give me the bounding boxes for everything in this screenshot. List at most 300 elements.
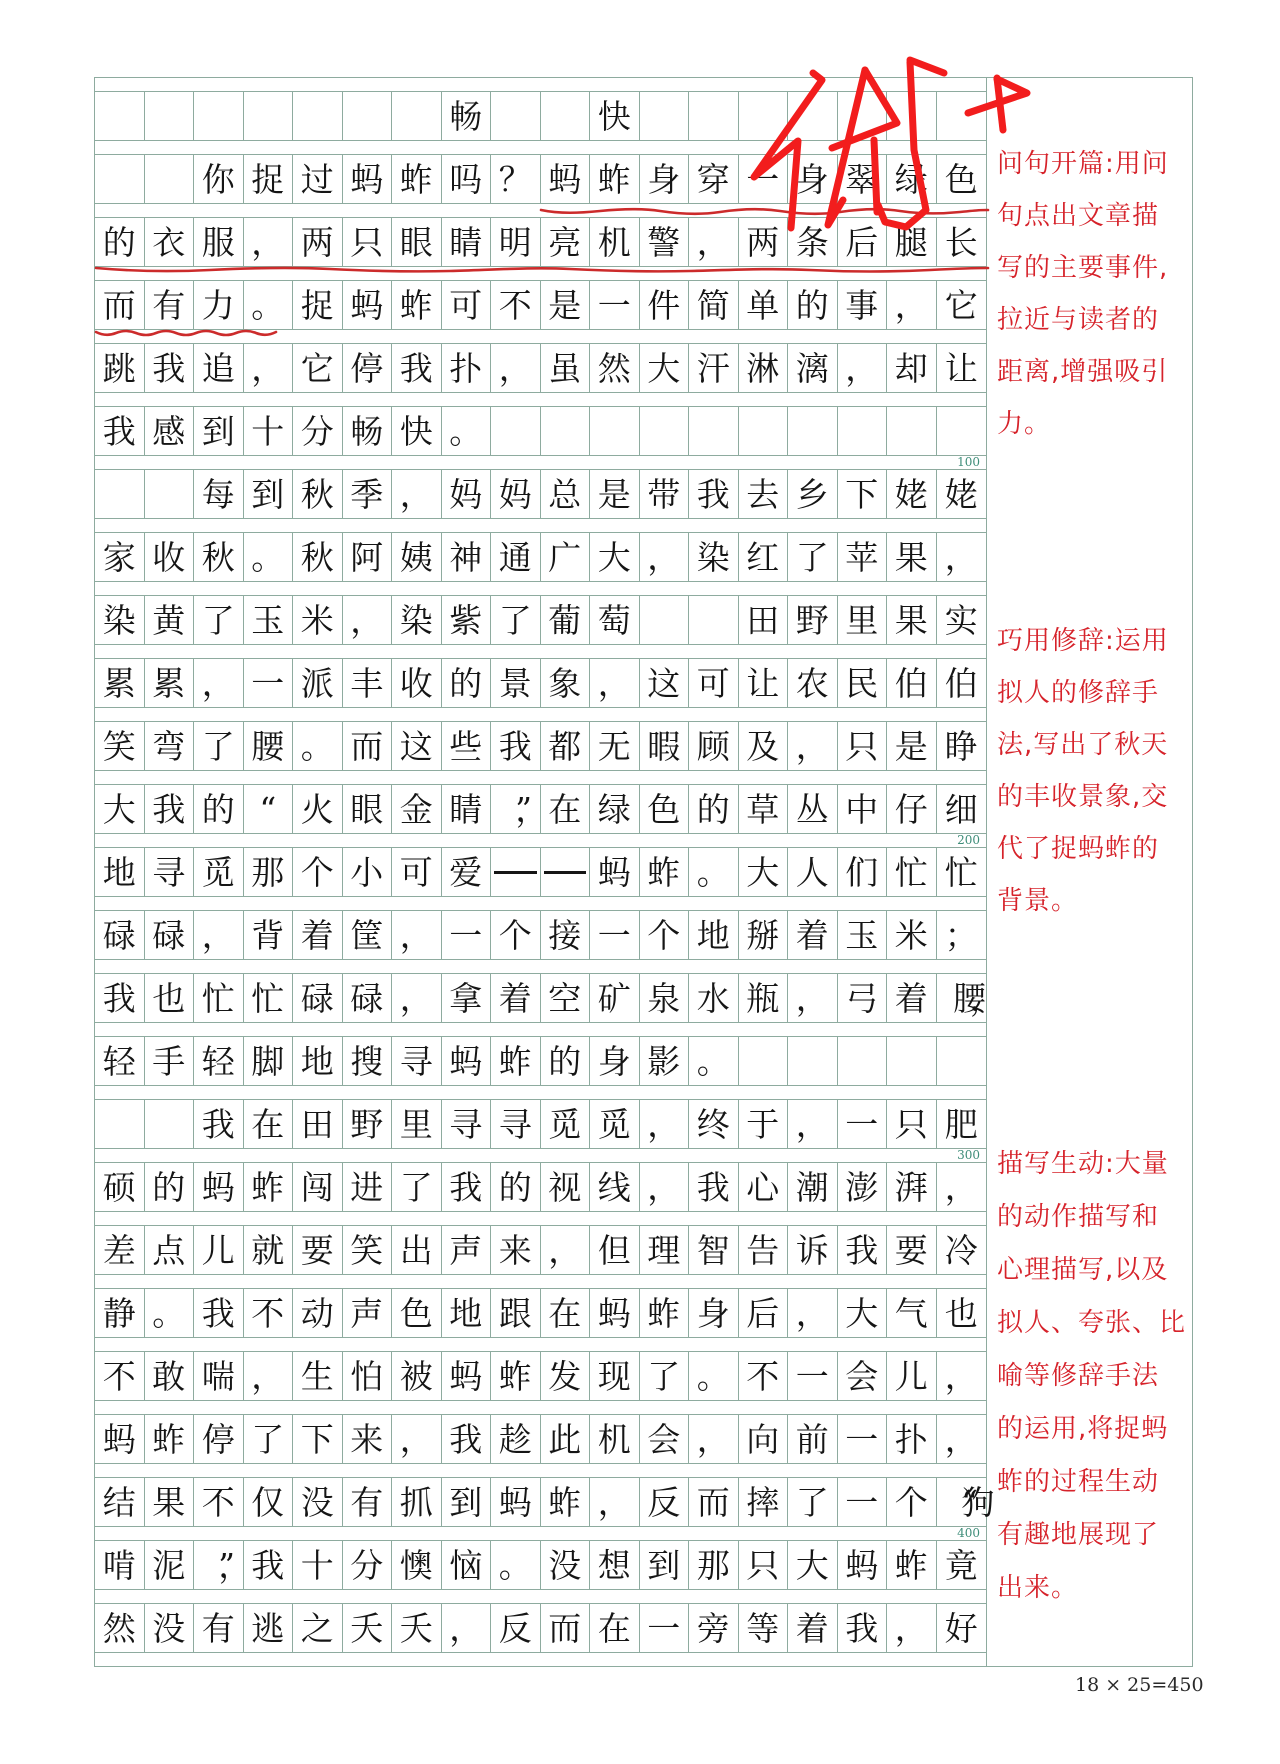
character-cell: 一 (788, 1352, 838, 1400)
character-cell: 感 (145, 407, 195, 455)
character-cell: 是 (887, 722, 937, 770)
character-cell: ， (944, 1167, 978, 1207)
empty-cell (689, 596, 739, 644)
character-cell: 它 (293, 344, 343, 392)
character-cell: 扑 (442, 344, 492, 392)
annotation-line: 有趣地展现了 (997, 1520, 1160, 1550)
character-cell: 我 (838, 1604, 888, 1652)
annotation-rhetoric (997, 615, 1169, 927)
empty-cell (788, 92, 838, 140)
character-cell: 有 (343, 1478, 393, 1526)
text-row (95, 658, 986, 708)
character-cell: 黄 (145, 596, 195, 644)
character-cell: 蚱 (541, 1478, 591, 1526)
character-cell: 。 (689, 1352, 739, 1400)
character-cell: 在 (590, 1604, 640, 1652)
character-cell: 轻 (194, 1037, 244, 1085)
character-cell: 蚂 (838, 1541, 888, 1589)
character-cell: 我 (838, 1226, 888, 1274)
character-cell: 此 (541, 1415, 591, 1463)
character-cell: 景 (491, 659, 541, 707)
character-cell: 果 (887, 596, 937, 644)
text-row (95, 469, 986, 519)
row-gap (95, 645, 986, 658)
character-cell: 然 (95, 1604, 145, 1652)
character-cell: 腿 (887, 218, 937, 266)
character-cell: 了 (640, 1352, 690, 1400)
character-cell: 蚂 (590, 1289, 640, 1337)
character-cell: 夭 (392, 1604, 442, 1652)
character-cell: 。 (145, 1289, 195, 1337)
annotation-line: 拟人、夸张、比 (997, 1308, 1187, 1338)
character-cell: 于 (739, 1100, 789, 1148)
character-cell: 弓 (838, 974, 888, 1022)
row-gap (95, 78, 986, 91)
text-row (95, 595, 986, 645)
character-cell: ， (442, 1604, 492, 1652)
character-cell: 我 (392, 344, 442, 392)
character-cell: 眼 (392, 218, 442, 266)
annotation-line: 法,写出了秋天 (997, 730, 1169, 760)
character-cell: 而 (541, 1604, 591, 1652)
character-cell: 闯 (293, 1163, 343, 1211)
empty-cell (95, 92, 145, 140)
word-count-marker: 300 (957, 1148, 980, 1162)
character-cell: 每 (194, 470, 244, 518)
character-cell: 秋 (194, 533, 244, 581)
character-cell: 没 (541, 1541, 591, 1589)
character-cell: 那 (244, 848, 294, 896)
character-cell: 现 (590, 1352, 640, 1400)
character-cell (491, 848, 541, 896)
character-cell: 等 (739, 1604, 789, 1652)
character-cell: 来 (491, 1226, 541, 1274)
character-cell: 件 (640, 281, 690, 329)
character-cell: 伯 (944, 663, 978, 703)
character-cell: 的 (541, 1037, 591, 1085)
character-cell: 通 (491, 533, 541, 581)
character-cell: 被 (392, 1352, 442, 1400)
character-cell: 有 (194, 1604, 244, 1652)
character-cell: 潮 (788, 1163, 838, 1211)
character-cell: 着 (491, 974, 541, 1022)
character-cell: 一 (838, 1478, 888, 1526)
character-cell: 睁 (944, 726, 978, 766)
row-gap (95, 393, 986, 406)
character-cell: 。 (293, 722, 343, 770)
empty-cell (788, 407, 838, 455)
annotation-line: 拉近与读者的 (997, 305, 1160, 335)
empty-cell (145, 1100, 195, 1148)
character-cell: 民 (838, 659, 888, 707)
character-cell: 里 (838, 596, 888, 644)
character-cell: 下 (838, 470, 888, 518)
character-cell: 带 (640, 470, 690, 518)
character-cell: 这 (640, 659, 690, 707)
character-cell: 大 (95, 785, 145, 833)
character-cell: 。 (491, 1541, 541, 1589)
character-cell: 了 (194, 722, 244, 770)
character-cell: ， (640, 1163, 690, 1211)
character-cell: 力 (194, 281, 244, 329)
character-cell: 它 (944, 285, 978, 325)
character-cell: 睛 (442, 218, 492, 266)
character-cell: 着 (788, 1604, 838, 1652)
character-cell: 身 (788, 155, 838, 203)
character-cell: 到 (640, 1541, 690, 1589)
character-cell: 湃 (887, 1163, 937, 1211)
character-cell: 寻 (392, 1037, 442, 1085)
row-gap (95, 1338, 986, 1351)
character-cell: 神 (442, 533, 492, 581)
row-gap (95, 582, 986, 595)
character-cell: 家 (95, 533, 145, 581)
character-cell: 绿 (590, 785, 640, 833)
character-cell: 的 (194, 785, 244, 833)
character-cell: 这 (392, 722, 442, 770)
character-cell: 动 (293, 1289, 343, 1337)
character-cell: 你 (194, 155, 244, 203)
character-cell: 也 (944, 1293, 978, 1333)
character-cell: 蚱 (887, 1541, 937, 1589)
annotation-line: 距离,增强吸引 (997, 357, 1169, 387)
empty-cell (541, 92, 591, 140)
character-cell: 向 (739, 1415, 789, 1463)
text-row (95, 280, 986, 330)
character-cell: 筐 (343, 911, 393, 959)
character-cell: 长 (944, 222, 978, 262)
annotation-line: 心理描写,以及 (997, 1255, 1169, 1285)
character-cell: 恼 (442, 1541, 492, 1589)
character-cell: 停 (194, 1415, 244, 1463)
character-cell: “狗 (961, 1482, 978, 1522)
character-cell: 竟 (944, 1545, 978, 1585)
character-cell: 不 (244, 1289, 294, 1337)
character-cell: 广 (541, 533, 591, 581)
row-gap (95, 771, 986, 784)
character-cell: 我 (689, 1163, 739, 1211)
text-row (95, 784, 986, 834)
character-cell: ， (244, 344, 294, 392)
character-cell: 葡 (541, 596, 591, 644)
character-cell: 野 (788, 596, 838, 644)
character-cell: 我 (95, 407, 145, 455)
character-cell: 腰， (953, 978, 986, 1018)
empty-cell (838, 92, 888, 140)
character-cell: 。 (244, 281, 294, 329)
character-cell: 们 (838, 848, 888, 896)
character-cell: ， (944, 537, 978, 577)
character-cell: 些 (442, 722, 492, 770)
character-cell: 蚱 (392, 155, 442, 203)
empty-cell (937, 407, 987, 455)
character-cell: 个 (640, 911, 690, 959)
character-cell: 玉 (244, 596, 294, 644)
annotation-line: 出来。 (997, 1573, 1079, 1603)
character-cell: 畅 (442, 92, 492, 140)
character-cell: 只 (343, 218, 393, 266)
character-cell: 冷 (944, 1230, 978, 1270)
character-cell: 忙 (244, 974, 294, 1022)
row-gap (95, 1023, 986, 1036)
character-cell: 一 (590, 281, 640, 329)
character-cell: 那 (689, 1541, 739, 1589)
empty-cell (491, 92, 541, 140)
character-cell: 啃 (95, 1541, 145, 1589)
character-cell: 累 (145, 659, 195, 707)
character-cell: 伯 (887, 659, 937, 707)
annotation-line: 问句开篇:用问 (997, 149, 1169, 179)
row-gap (95, 1527, 986, 1540)
row-gap (95, 1401, 986, 1414)
character-cell: 喘 (194, 1352, 244, 1400)
character-cell: 忙 (887, 848, 937, 896)
character-cell: 的 (442, 659, 492, 707)
character-cell: 了 (194, 596, 244, 644)
character-cell: 蚱 (491, 1352, 541, 1400)
character-cell: 派 (293, 659, 343, 707)
character-cell: 果 (887, 533, 937, 581)
character-cell: 着 (293, 911, 343, 959)
character-cell: 染 (392, 596, 442, 644)
grid-size-label: 18 × 25=450 (1075, 1674, 1204, 1696)
character-cell: ， (392, 1415, 442, 1463)
character-cell: 及 (739, 722, 789, 770)
character-cell: 懊 (392, 1541, 442, 1589)
character-cell: 苹 (838, 533, 888, 581)
empty-cell (788, 1037, 838, 1085)
character-cell: ， (392, 911, 442, 959)
character-cell: 觅 (541, 1100, 591, 1148)
character-cell: 只 (739, 1541, 789, 1589)
character-cell: 仔 (887, 785, 937, 833)
character-cell: 影 (640, 1037, 690, 1085)
character-cell: 。 (689, 848, 739, 896)
character-cell: 田 (739, 596, 789, 644)
character-cell: 火 (293, 785, 343, 833)
character-cell: 阿 (343, 533, 393, 581)
text-row (95, 1225, 986, 1275)
character-cell: 了 (244, 1415, 294, 1463)
row-gap (95, 834, 986, 847)
empty-cell (739, 407, 789, 455)
character-cell: 我 (194, 1289, 244, 1337)
character-cell: 蚱 (590, 155, 640, 203)
character-cell: ， (689, 1415, 739, 1463)
character-cell: 手 (145, 1037, 195, 1085)
character-cell: 无 (590, 722, 640, 770)
character-cell: 秋 (293, 533, 343, 581)
character-cell: ， (944, 1419, 978, 1459)
empty-cell (95, 470, 145, 518)
character-cell: 分 (343, 1541, 393, 1589)
character-cell: 农 (788, 659, 838, 707)
character-cell: 畅 (343, 407, 393, 455)
character-cell: 好 (944, 1608, 978, 1648)
character-cell: 条 (788, 218, 838, 266)
character-cell: 后 (838, 218, 888, 266)
empty-cell (937, 92, 987, 140)
character-cell: 不 (491, 281, 541, 329)
empty-cell (343, 92, 393, 140)
character-cell: 个 (293, 848, 343, 896)
empty-cell (689, 92, 739, 140)
character-cell: ， (788, 974, 838, 1022)
character-cell: 碌 (95, 911, 145, 959)
character-cell: 脚 (244, 1037, 294, 1085)
character-cell: 反 (640, 1478, 690, 1526)
character-cell: 我 (145, 785, 195, 833)
character-cell: 我 (491, 722, 541, 770)
row-gap (95, 897, 986, 910)
character-cell: 吗 (442, 155, 492, 203)
character-cell: 的 (788, 281, 838, 329)
character-cell: 腰 (244, 722, 294, 770)
character-cell: 拿 (442, 974, 492, 1022)
character-cell: 瓶 (739, 974, 789, 1022)
character-cell: 却 (887, 344, 937, 392)
character-cell: 也 (145, 974, 195, 1022)
character-cell: 地 (689, 911, 739, 959)
row-gap (95, 1464, 986, 1477)
character-cell: ， (392, 974, 442, 1022)
row-gap (95, 1275, 986, 1288)
character-cell: 一 (640, 1604, 690, 1652)
character-cell: 点 (145, 1226, 195, 1274)
character-cell: 大 (590, 533, 640, 581)
empty-cell (887, 1037, 937, 1085)
character-cell: 大 (739, 848, 789, 896)
character-cell: 寻 (145, 848, 195, 896)
row-gap (95, 1212, 986, 1225)
character-cell: 十 (244, 407, 294, 455)
character-cell: 气 (887, 1289, 937, 1337)
row-gap (95, 960, 986, 973)
character-cell: 没 (145, 1604, 195, 1652)
character-cell: 会 (640, 1415, 690, 1463)
character-cell: 来 (343, 1415, 393, 1463)
character-cell: ？ (491, 155, 541, 203)
character-cell: 蚱 (244, 1163, 294, 1211)
character-cell: 地 (293, 1037, 343, 1085)
character-cell: 只 (887, 1100, 937, 1148)
text-row (95, 910, 986, 960)
character-cell: 过 (293, 155, 343, 203)
character-cell: ， (640, 1100, 690, 1148)
empty-cell (937, 1037, 987, 1085)
empty-cell (95, 1100, 145, 1148)
character-cell: 一 (739, 155, 789, 203)
empty-cell (838, 407, 888, 455)
character-cell: 夭 (343, 1604, 393, 1652)
character-cell: 草 (739, 785, 789, 833)
character-cell: 线 (590, 1163, 640, 1211)
character-cell: 跟 (491, 1289, 541, 1337)
character-cell: 前 (788, 1415, 838, 1463)
character-cell: 色 (944, 159, 978, 199)
character-cell: 碌 (293, 974, 343, 1022)
character-cell: 汗 (689, 344, 739, 392)
character-cell: 可 (689, 659, 739, 707)
character-cell: 蚂 (194, 1163, 244, 1211)
row-gap (95, 708, 986, 721)
text-row (95, 154, 986, 204)
character-cell: 不 (95, 1352, 145, 1400)
character-cell: 秋 (293, 470, 343, 518)
character-cell: 都 (541, 722, 591, 770)
row-gap (95, 519, 986, 532)
character-cell: 实 (944, 600, 978, 640)
character-cell: 我 (442, 1415, 492, 1463)
character-cell: 一 (442, 911, 492, 959)
character-cell: 。 (689, 1037, 739, 1085)
character-cell: 声 (442, 1226, 492, 1274)
empty-cell (838, 1037, 888, 1085)
text-row (95, 1162, 986, 1212)
character-cell: 掰 (739, 911, 789, 959)
character-cell: 身 (689, 1289, 739, 1337)
writing-grid (95, 78, 987, 1666)
character-cell: ， (590, 659, 640, 707)
character-cell: 蚂 (442, 1037, 492, 1085)
annotation-line: 蚱的过程生动 (997, 1467, 1160, 1497)
character-cell: 。 (244, 533, 294, 581)
annotation-line: 巧用修辞:运用 (997, 626, 1169, 656)
character-cell: 趁 (491, 1415, 541, 1463)
character-cell: ， (788, 722, 838, 770)
character-cell: ， (392, 470, 442, 518)
character-cell: 仅 (244, 1478, 294, 1526)
character-cell: 了 (788, 533, 838, 581)
empty-cell (145, 470, 195, 518)
character-cell: 虽 (541, 344, 591, 392)
empty-cell (392, 92, 442, 140)
character-cell: 觅 (194, 848, 244, 896)
character-cell: 一 (838, 1415, 888, 1463)
empty-cell (739, 1037, 789, 1085)
character-cell: 顾 (689, 722, 739, 770)
character-cell: 只 (838, 722, 888, 770)
row-gap (95, 330, 986, 343)
character-cell: ， (491, 344, 541, 392)
empty-cell (689, 407, 739, 455)
character-cell: 蚱 (392, 281, 442, 329)
character-cell: ， (244, 218, 294, 266)
character-cell: 一 (590, 911, 640, 959)
character-cell: 姥 (944, 474, 978, 514)
character-cell: 要 (293, 1226, 343, 1274)
character-cell: 身 (640, 155, 690, 203)
character-cell: 机 (590, 1415, 640, 1463)
word-count-marker: 400 (957, 1526, 980, 1540)
character-cell: 声 (343, 1289, 393, 1337)
character-cell: 暇 (640, 722, 690, 770)
character-cell: 个 (887, 1478, 937, 1526)
character-cell: 地 (442, 1289, 492, 1337)
character-cell: 逃 (244, 1604, 294, 1652)
character-cell: 儿 (887, 1352, 937, 1400)
annotation-line: 代了捉蚂蚱的 (997, 834, 1160, 864)
character-cell: 终 (689, 1100, 739, 1148)
character-cell: 米 (293, 596, 343, 644)
character-cell: 碌 (343, 974, 393, 1022)
empty-cell (194, 92, 244, 140)
character-cell: 之 (293, 1604, 343, 1652)
annotation-line: 喻等修辞手法 (997, 1361, 1160, 1391)
row-gap (95, 1149, 986, 1162)
empty-cell (244, 92, 294, 140)
character-cell: ”， (491, 785, 541, 833)
